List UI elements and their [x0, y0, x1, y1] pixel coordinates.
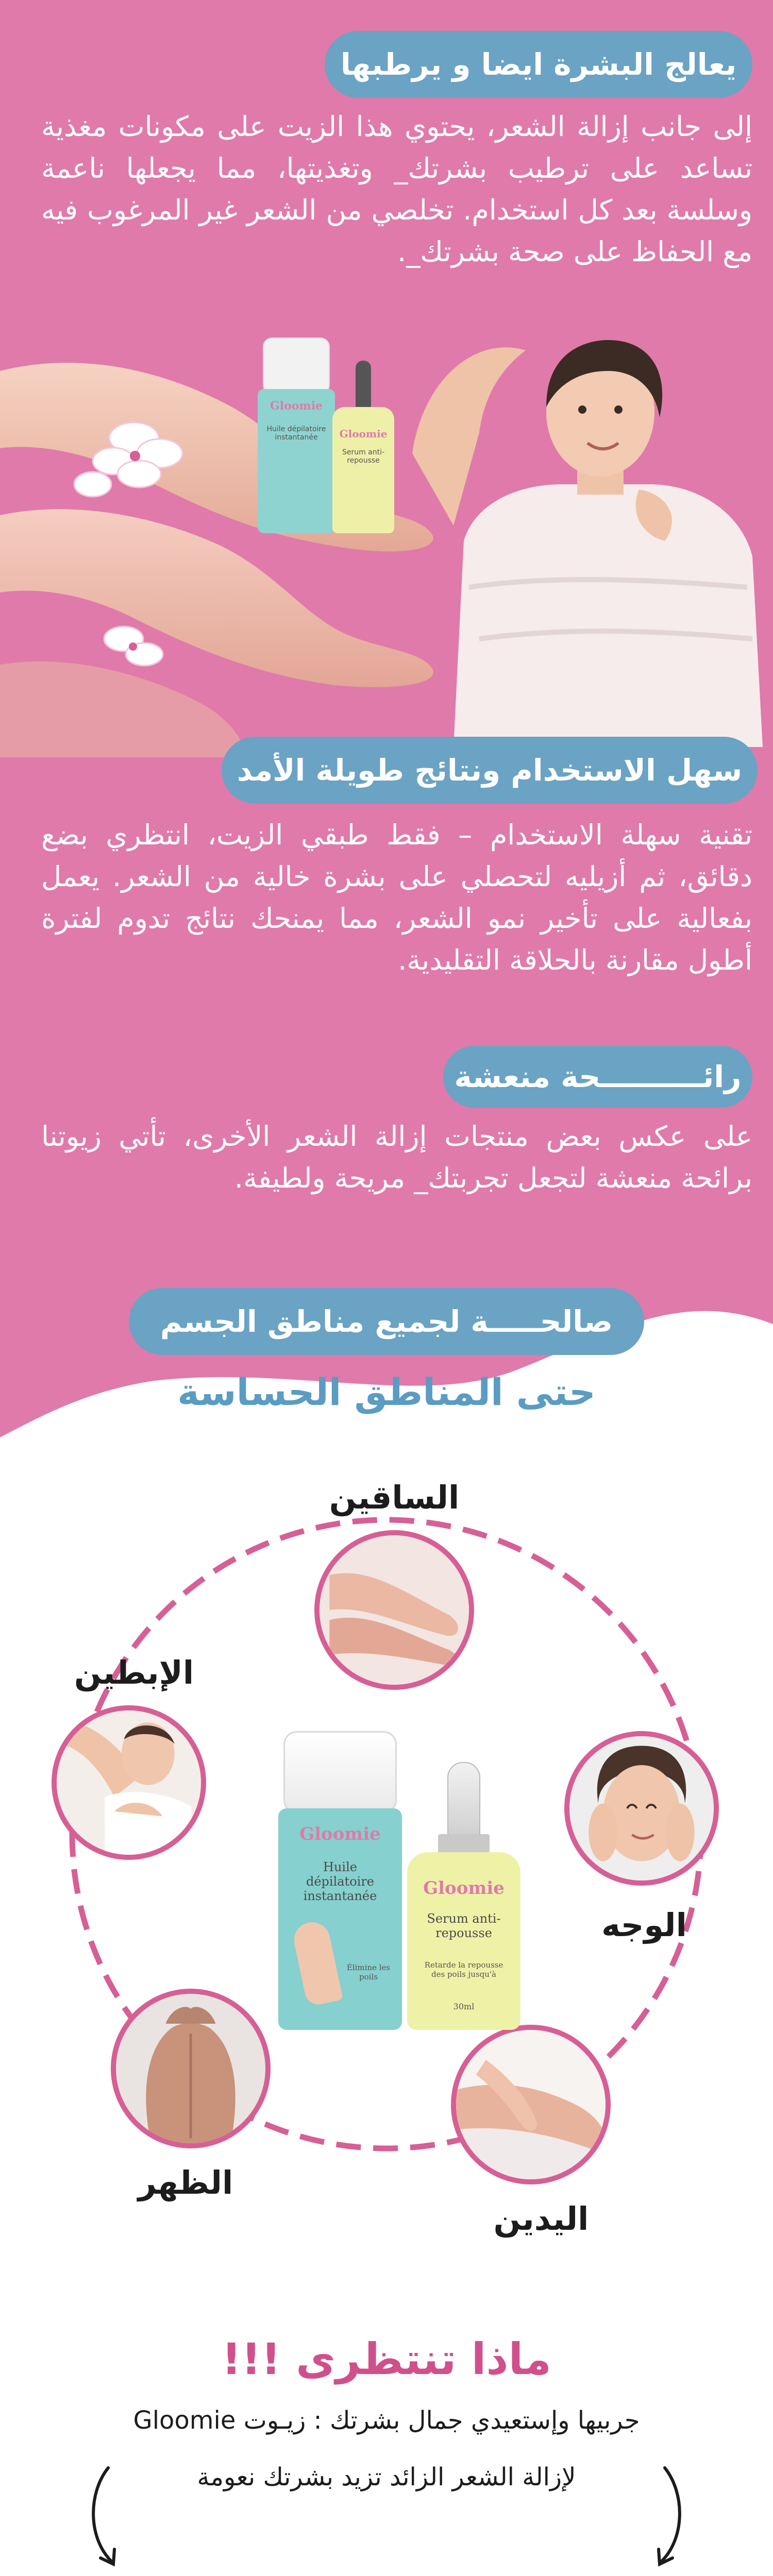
face-area-illustration	[569, 1736, 714, 1880]
product-oil-large-cap	[283, 1731, 397, 1814]
product-oil-small-brand: Gloomie	[270, 399, 323, 413]
product-serum-large-note: Retarde la repousse des poils jusqu'à	[424, 1960, 503, 1979]
armpit-area-illustration	[57, 1710, 201, 1855]
product-oil-small	[258, 337, 335, 533]
area-label-hands: اليدين	[493, 2200, 589, 2238]
product-oil-large-body	[278, 1808, 402, 2030]
product-serum-small-brand: Gloomie	[339, 428, 388, 440]
product-serum-large-neck	[438, 1834, 490, 1855]
product-oil-large-brand: Gloomie	[299, 1824, 381, 1844]
product-serum-small-dropper	[356, 361, 371, 410]
product-serum-large	[407, 1762, 520, 2030]
area-photo-legs	[314, 1530, 474, 1690]
area-photo-back	[111, 1989, 271, 2148]
area-photo-face	[564, 1731, 719, 1886]
area-photo-hands	[451, 2025, 611, 2184]
legs-area-illustration	[320, 1535, 469, 1685]
section-1-body: إلى جانب إزالة الشعر، يحتوي هذا الزيت على مكونات مغذية تساعد على ترطيب بشرتك_ وتغذيتها، مما يجعلها ناعمة وسلسة بعد كل استخدام. تخلصي من الشعر غير المرغوب فيه مع الحفاظ على صحة بشرتك_.	[41, 110, 752, 268]
body-areas-heading: صالحـــــة لجميع مناطق الجسم	[129, 1288, 644, 1355]
product-oil-large	[278, 1731, 402, 2030]
product-oil-small-body	[258, 389, 335, 533]
area-label-back: الظهر	[138, 2164, 233, 2201]
area-label-armpit: الإبطين	[74, 1654, 194, 1691]
section-3-heading: رائــــــــــحة منعشة	[443, 1046, 752, 1108]
closing-title: ماذا تنتظرى !!!	[221, 2334, 552, 2384]
product-serum-large-dropper	[447, 1762, 480, 1839]
product-oil-small-name: Huile dépilatoire instantanée	[266, 425, 326, 442]
product-serum-large-brand: Gloomie	[423, 1878, 505, 1899]
product-serum-small-body	[332, 407, 394, 533]
back-area-illustration	[116, 1994, 265, 2143]
area-label-legs: الساقين	[329, 1479, 460, 1516]
product-oil-large-note: Élimine les poils	[346, 1963, 391, 1981]
product-oil-large-legs-art	[291, 1919, 343, 2007]
curved-arrow-left	[77, 2463, 155, 2571]
product-serum-small	[332, 361, 394, 533]
closing-line-2: لإزالة الشعر الزائد تزيد بشرتك نعومة	[197, 2463, 576, 2492]
body-areas-subtitle: حتى المناطق الحساسة	[177, 1370, 596, 1414]
area-label-face: الوجه	[601, 1906, 687, 1944]
product-serum-large-volume: 30ml	[453, 2002, 475, 2011]
product-serum-large-name: Serum anti-repousse	[427, 1911, 501, 1940]
section-3-body: على عكس بعض منتجات إزالة الشعر الأخرى، تأتي زيوتنا برائحة منعشة لتجعل تجربتك_ مريحة ولطيفة.	[41, 1120, 752, 1194]
closing-line-1: جربيها وإستعيدي جمال بشرتك : زيـوت Gloomie	[133, 2406, 640, 2435]
product-serum-large-body	[407, 1852, 520, 2030]
area-photo-armpit	[52, 1705, 206, 1860]
product-oil-small-cap	[263, 337, 330, 394]
curved-arrow-right	[618, 2463, 696, 2571]
product-serum-small-name: Serum anti-repousse	[342, 448, 385, 465]
product-oil-large-name: Huile dépilatoire instantanée	[303, 1860, 377, 1903]
section-2-heading: سهل الاستخدام ونتائج طويلة الأمد	[222, 737, 758, 804]
woman-towel-photo	[392, 319, 773, 747]
section-1-heading: يعالج البشرة ايضا و يرطبها	[325, 31, 752, 98]
section-2-body: تقنية سهلة الاستخدام – فقط طبقي الزيت، انتظري بضع دقائق، ثم أزيليه لتحصلي على بشرة خالية من الشعر. يعمل بفعالية على تأخير نمو الشعر، مما يمنحك نتائج تدوم لفترة أطول مقارنة بالحلاقة التقليدية.	[41, 819, 752, 976]
hands-area-illustration	[456, 2030, 606, 2179]
